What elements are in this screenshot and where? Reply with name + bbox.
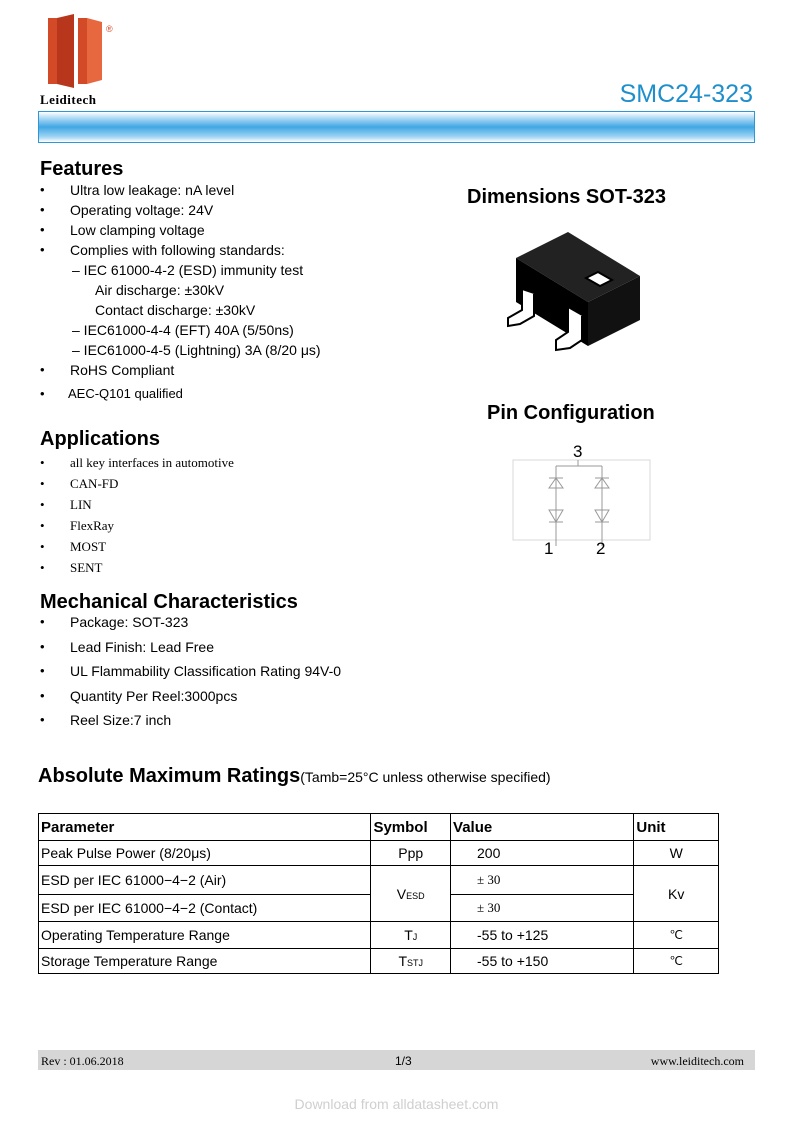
unit-cell: ℃	[634, 949, 719, 974]
ratings-title	[38, 765, 551, 788]
table-row	[39, 949, 719, 974]
header-symbol: Symbol	[371, 814, 451, 841]
list-item: Air discharge: ±30kV	[95, 282, 225, 298]
pin-2-label: 2	[596, 539, 606, 558]
parameter-cell: Storage Temperature Range	[39, 949, 371, 974]
unit-cell: ℃	[634, 922, 719, 949]
pin-1-label: 1	[544, 539, 554, 558]
parameter-cell: Operating Temperature Range	[39, 922, 371, 949]
list-item: Contact discharge: ±30kV	[95, 302, 256, 318]
symbol-cell: Ppp	[371, 841, 451, 866]
list-item: • Lead Finish: Lead Free	[40, 635, 341, 660]
value-cell: ± 30	[451, 866, 634, 895]
list-item: • RoHS Compliant	[40, 360, 321, 380]
table-row	[39, 866, 719, 895]
list-item: • UL Flammability Classification Rating 94V-0	[40, 659, 341, 684]
list-item: – IEC 61000-4-2 (ESD) immunity test	[72, 262, 304, 278]
revision-date: Rev : 01.06.2018	[41, 1054, 124, 1068]
header-unit: Unit	[634, 814, 719, 841]
list-item: • MOST	[40, 536, 234, 557]
list-item: • Low clamping voltage	[40, 220, 321, 240]
website-link[interactable]: www.leiditech.com	[650, 1054, 744, 1068]
list-item: • FlexRay	[40, 515, 234, 536]
download-note: Download from alldatasheet.com	[294, 1096, 499, 1112]
pin-3-label: 3	[573, 442, 583, 461]
symbol-subscript: J	[412, 932, 418, 942]
value-cell: -55 to +150	[451, 949, 634, 974]
value-cell: 200	[451, 841, 634, 866]
unit-cell: W	[634, 841, 719, 866]
features-title: Features	[40, 158, 124, 180]
parameter-cell: ESD per IEC 61000−4−2 (Air)	[39, 866, 371, 895]
mechanical-list	[40, 610, 341, 733]
pin-configuration-title: Pin Configuration	[487, 402, 655, 424]
symbol-main: V	[396, 885, 407, 902]
symbol-main: T	[404, 927, 413, 943]
table-row	[39, 841, 719, 866]
symbol-cell	[371, 949, 451, 974]
list-item: • Package: SOT-323	[40, 610, 341, 635]
symbol-main: T	[398, 953, 407, 969]
features-list	[40, 180, 321, 406]
list-item: – IEC61000-4-4 (EFT) 40A (5/50ns)	[72, 322, 294, 338]
table-header-row	[39, 814, 719, 841]
list-item: • LIN	[40, 494, 234, 515]
ratings-heading: Absolute Maximum Ratings	[38, 765, 301, 787]
header-banner	[38, 111, 755, 143]
ratings-note: (Tamb=25°C unless otherwise specified)	[300, 769, 551, 785]
list-item: • all key interfaces in automotive	[40, 452, 234, 473]
mechanical-title: Mechanical Characteristics	[40, 591, 298, 613]
header-value: Value	[451, 814, 634, 841]
dimensions-title: Dimensions SOT-323	[467, 186, 666, 208]
ratings-table	[38, 813, 719, 974]
page-number: 1/3	[395, 1054, 412, 1068]
symbol-subscript: ESD	[406, 890, 425, 901]
parameter-cell: ESD per IEC 61000−4−2 (Contact)	[39, 895, 371, 922]
header-parameter: Parameter	[39, 814, 371, 841]
pin-configuration-diagram	[510, 438, 655, 560]
unit-cell: Kv	[634, 866, 719, 922]
list-item: • Ultra low leakage: nA level	[40, 180, 321, 200]
list-item: • Reel Size:7 inch	[40, 708, 341, 733]
list-item: • AEC-Q101 qualified	[40, 380, 321, 406]
list-item: • SENT	[40, 557, 234, 578]
symbol-cell	[371, 866, 451, 922]
list-item: • CAN-FD	[40, 473, 234, 494]
value-cell: -55 to +125	[451, 922, 634, 949]
symbol-cell	[371, 922, 451, 949]
list-item: • Complies with following standards:	[40, 240, 321, 260]
brand-name: Leiditech	[40, 92, 97, 107]
list-item: – IEC61000-4-5 (Lightning) 3A (8/20 μs)	[72, 342, 321, 358]
list-item: • Operating voltage: 24V	[40, 200, 321, 220]
list-item: • Quantity Per Reel:3000pcs	[40, 684, 341, 709]
sot323-package-image	[500, 228, 650, 358]
value-cell: ± 30	[451, 895, 634, 922]
applications-title: Applications	[40, 428, 161, 450]
applications-list	[40, 452, 234, 578]
symbol-subscript: STJ	[407, 958, 424, 968]
table-row	[39, 922, 719, 949]
registered-mark: ®	[106, 24, 113, 34]
model-number: SMC24-323	[619, 80, 753, 108]
parameter-cell: Peak Pulse Power (8/20μs)	[39, 841, 371, 866]
